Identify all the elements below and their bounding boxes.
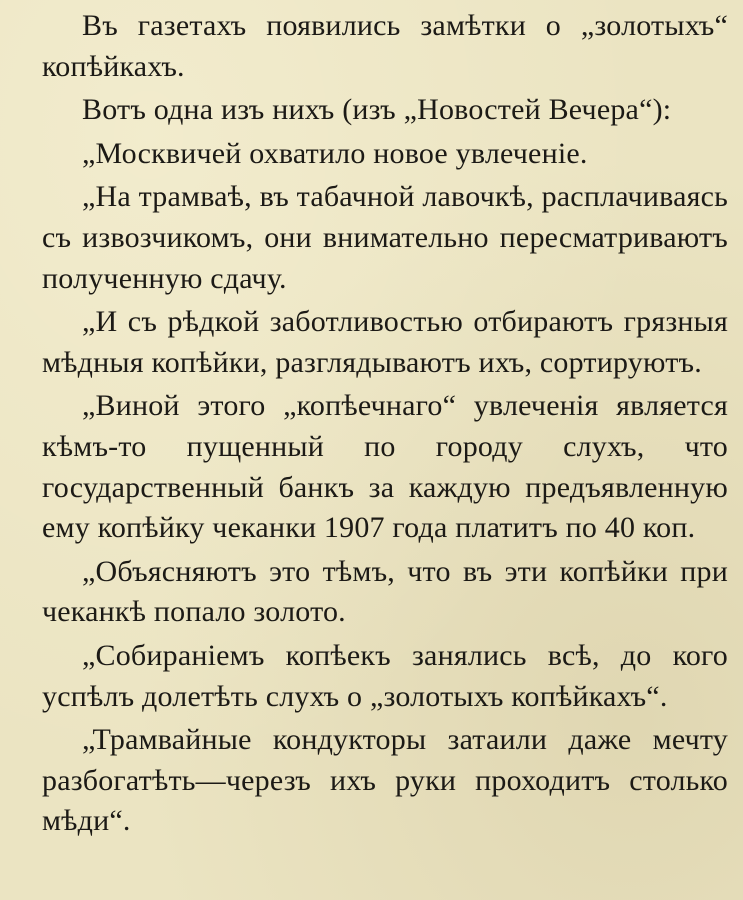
paragraph-5: „И съ рѣдкой заботливостью отбираютъ грязныя мѣдныя копѣйки, разглядываютъ ихъ, сортируютъ. [42,305,728,379]
paragraph-2: Вотъ одна изъ нихъ (изъ „Новостей Вечера“): [82,93,672,127]
paragraph-1: Въ газетахъ появились замѣтки о „золотыхъ“ копѣйкахъ. [42,9,728,83]
paragraph-7: „Объясняютъ это тѣмъ, что въ эти копѣйки при чеканкѣ попало золото. [42,554,728,629]
paragraph-8: „Собираніемъ копѣекъ занялись всѣ, до кого успѣлъ долетѣть слухъ о „золотыхъ копѣйкахъ“. [42,638,728,713]
paragraph-9: „Трамвайные кондукторы затаили даже мечту разбогатѣть—черезъ ихъ руки проходитъ столько мѣди“. [42,723,728,838]
page-text [42,6,728,845]
paragraph-6: „Виной этого „копѣечнаго“ увлеченія является кѣмъ-то пущенный по городу слухъ, что государственный банкъ за каждую предъявленную ему копѣйку чеканки 1907 года платитъ по 40 коп. [42,389,728,545]
paragraph-3: „Москвичей охватило новое увлеченіе. [82,136,588,170]
paragraph-4: „На трамваѣ, въ табачной лавочкѣ, расплачиваясь съ извозчикомъ, они внимательно пересматриваютъ полученную сдачу. [42,180,728,295]
